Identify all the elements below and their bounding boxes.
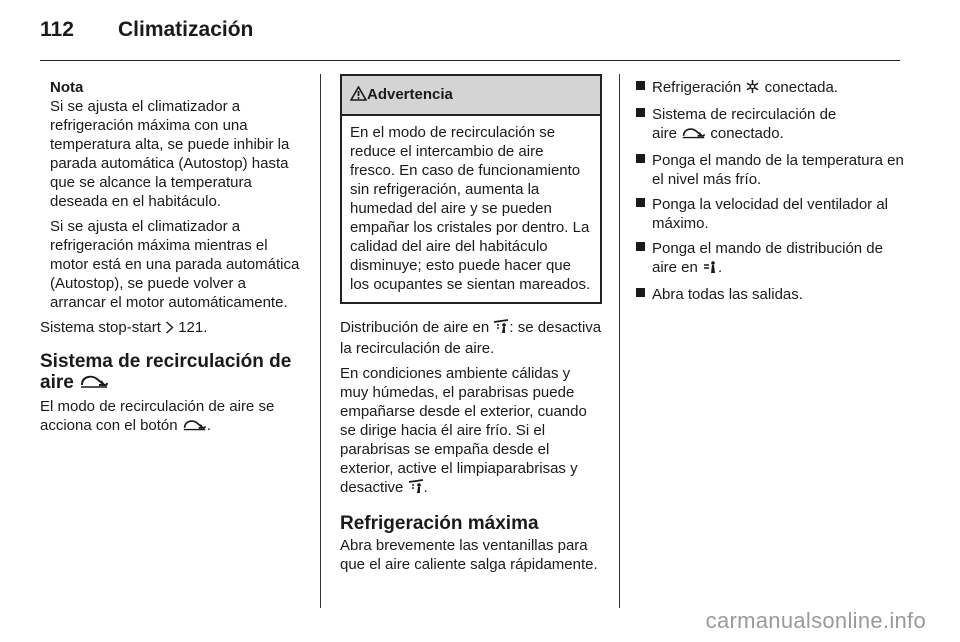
body-line-1: El modo de recirculación de aire se: [40, 398, 275, 415]
heading-line-1: Sistema de recirculación de: [40, 351, 292, 372]
note-title: Nota: [50, 79, 84, 96]
warning-triangle-icon: [350, 78, 367, 116]
note-paragraph-1: Si se ajusta el climatizador a refrigeración máxima con una temperatura alta, se puede inhibir la parada automática (Autostop) hasta que se alcance la temperatura deseada en el habitáculo.: [50, 98, 290, 210]
windshield-air-icon: [493, 319, 509, 339]
distribution-start: Distribución de aire en: [340, 319, 490, 336]
list-item: Ponga la velocidad del ventilador al máximo.: [636, 195, 904, 233]
max-cooling-heading: Refrigeración máxima: [340, 513, 539, 534]
column-left: [40, 74, 304, 443]
bullet-square: [636, 198, 645, 207]
windshield-air-icon: [408, 479, 424, 499]
list-item: Ponga el mando de la temperatura en el nivel más frío.: [636, 151, 904, 189]
recirculation-body: [40, 397, 304, 437]
header-rule: [40, 60, 900, 61]
max-cooling-steps: [636, 78, 904, 304]
bullet-square: [636, 81, 645, 90]
humidity-paragraph: [340, 364, 602, 499]
column-right: [636, 74, 904, 310]
recirculation-icon: [79, 373, 109, 395]
watermark: carmanualsonline.info: [705, 608, 926, 633]
recirculation-heading: [40, 351, 304, 395]
body-air-icon: [702, 259, 718, 279]
list-item: Sistema de recirculación de aire conectado.: [636, 105, 904, 145]
snowflake-icon: [745, 79, 760, 99]
warning-header: [342, 76, 600, 116]
reference-text: Sistema stop-start: [40, 319, 161, 336]
column-middle: [340, 74, 602, 580]
note-paragraph-2: Si se ajusta el climatizador a refrigeración máxima mientras el motor está en una parada automática (Autostop), se puede volver a arrancar el motor automáticamente.: [50, 218, 300, 311]
warning-title: Advertencia: [367, 86, 453, 103]
heading-line-2: aire: [40, 372, 74, 393]
warning-box: [340, 74, 602, 304]
recirculation-icon: [681, 126, 706, 145]
distribution-end: : se desactiva la recirculación de aire.: [340, 319, 602, 357]
page-header: [40, 14, 900, 60]
max-cooling-text: Abra brevemente las ventanillas para que el aire caliente salga rápidamente.: [340, 537, 598, 573]
page-number: 112: [40, 18, 74, 41]
humidity-text: En condiciones ambiente cálidas y muy húmedas, el parabrisas puede empañarse desde el exterior, cuando se dirige hacia él aire frío. Si el parabrisas se empaña desde el exterior, active el limpiaparabrisas y desactive: [340, 365, 587, 496]
distribution-paragraph: [340, 318, 602, 358]
column-divider-left: [320, 74, 321, 608]
body-end: .: [206, 417, 211, 434]
chapter-title: Climatización: [118, 18, 254, 41]
bullet-square: [636, 242, 645, 251]
column-divider-right: [619, 74, 620, 608]
bullet-square: [636, 288, 645, 297]
stop-start-reference: [40, 318, 304, 339]
bullet-square: [636, 108, 645, 117]
humidity-end: .: [423, 479, 428, 496]
list-item: Ponga el mando de distribución de aire en .: [636, 239, 904, 279]
recirculation-icon: [182, 418, 207, 437]
list-item: Refrigeración conectada.: [636, 78, 904, 99]
warning-text: En el modo de recirculación se reduce el intercambio de aire fresco. En caso de funcionamiento sin refrigeración, aumenta la humedad del aire y se pueden empañar los cristales por dentro. La calidad del aire del habitáculo disminuye; esto puede hacer que los ocupantes se sientan mareados.: [350, 124, 591, 293]
arrow-right-icon: [165, 320, 174, 339]
bullet-square: [636, 154, 645, 163]
reference-page: 121.: [178, 319, 208, 336]
body-line-2: acciona con el botón: [40, 417, 178, 434]
list-item: Abra todas las salidas.: [636, 285, 904, 304]
note-box: [40, 74, 304, 312]
